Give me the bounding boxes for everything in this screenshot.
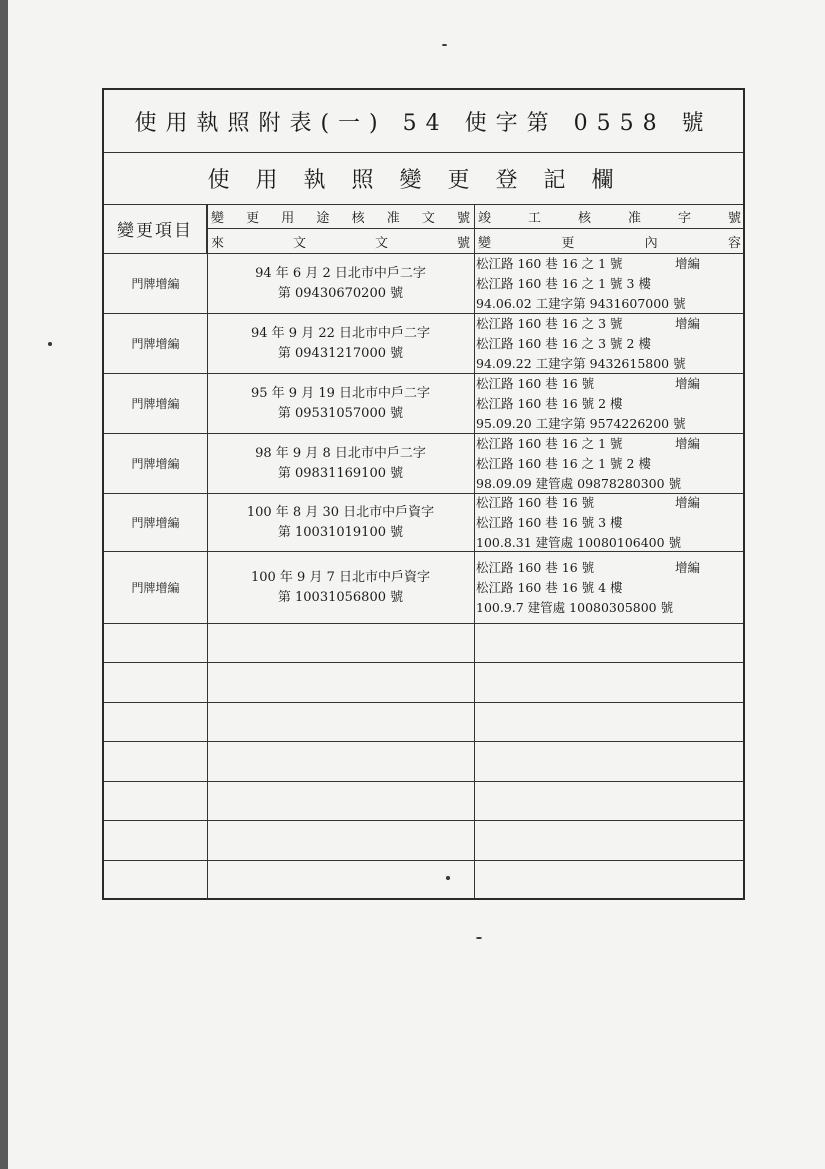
change-tag: 增編: [674, 315, 700, 331]
scan-speck: [446, 876, 450, 880]
change-address-floor: 松江路 160 巷 16 號 4 樓: [476, 579, 623, 595]
scan-speck: [476, 937, 482, 939]
change-approval-no: 100.9.7 建管處 10080305800 號: [476, 599, 674, 615]
table-row: [104, 494, 743, 552]
change-approval-no: 94.09.22 工建字第 9432615800 號: [476, 355, 686, 371]
doc-number-cell: [207, 494, 474, 551]
change-tag: 增編: [674, 255, 700, 271]
table-row: [104, 254, 743, 314]
change-content-cell: [476, 254, 746, 313]
doc-line: 98 年 9 月 8 日北市中戶二字: [255, 445, 426, 461]
change-item-cell: 門牌增編: [131, 277, 180, 291]
change-approval-no: 94.06.02 工建字第 9431607000 號: [476, 295, 686, 311]
change-tag: 增編: [674, 494, 700, 510]
doc-line: 100 年 8 月 30 日北市中戶資字: [246, 504, 435, 520]
empty-table-row: [104, 782, 743, 821]
header-change-item: 變更項目: [104, 204, 207, 254]
change-address-floor: 松江路 160 巷 16 號 2 樓: [476, 395, 623, 411]
change-address: 松江路 160 巷 16 號: [476, 559, 595, 575]
header-incoming-doc-no: 來文文號: [207, 229, 474, 254]
change-tag: 增編: [674, 435, 700, 451]
change-address-floor: 松江路 160 巷 16 之 1 號 3 樓: [476, 275, 651, 291]
change-item-cell: 門牌增編: [131, 516, 180, 530]
doc-line: 第 09431217000 號: [277, 345, 404, 361]
empty-table-row: [104, 624, 743, 663]
doc-number-cell: [207, 314, 474, 373]
usage-permit-form: [102, 88, 745, 900]
change-address-floor: 松江路 160 巷 16 之 3 號 2 樓: [476, 335, 651, 351]
empty-table-row: [104, 821, 743, 861]
doc-line: 95 年 9 月 19 日北市中戶二字: [250, 385, 431, 401]
change-address-floor: 松江路 160 巷 16 之 1 號 2 樓: [476, 455, 651, 471]
header-approval-doc-no: 變更用途核准文號: [207, 204, 474, 229]
change-approval-no: 98.09.09 建管處 09878280300 號: [476, 475, 682, 491]
change-address: 松江路 160 巷 16 之 3 號: [476, 315, 623, 331]
change-tag: 增編: [674, 375, 700, 391]
empty-table-row: [104, 663, 743, 703]
change-item-cell: 門牌增編: [131, 581, 180, 595]
change-address: 松江路 160 巷 16 號: [476, 375, 595, 391]
header-change-content: 變更內容: [474, 229, 745, 254]
doc-line: 94 年 6 月 2 日北市中戶二字: [255, 265, 426, 281]
doc-line: 第 09531057000 號: [277, 405, 404, 421]
change-content-cell: [476, 434, 746, 493]
empty-table-row: [104, 703, 743, 742]
doc-number-cell: [207, 374, 474, 433]
change-address-floor: 松江路 160 巷 16 號 3 樓: [476, 514, 623, 530]
change-item-cell: 門牌增編: [131, 337, 180, 351]
change-address: 松江路 160 巷 16 之 1 號: [476, 255, 623, 271]
scan-speck: [442, 44, 447, 46]
doc-line: 100 年 9 月 7 日北市中戶資字: [250, 569, 431, 585]
change-content-cell: [476, 374, 746, 433]
change-content-cell: [476, 552, 746, 623]
change-content-cell: [476, 314, 746, 373]
change-item-cell: 門牌增編: [131, 457, 180, 471]
scan-speck: [48, 342, 52, 346]
change-content-cell: [476, 494, 746, 551]
doc-line: 第 09430670200 號: [277, 285, 404, 301]
header-completion-approval-no: 竣工核准字號: [474, 204, 745, 229]
form-title: 使用執照附表(一) 54 使字第 0558 號: [104, 90, 743, 153]
doc-line: 第 09831169100 號: [277, 465, 404, 481]
doc-number-cell: [207, 552, 474, 623]
change-item-cell: 門牌增編: [131, 397, 180, 411]
table-row: [104, 314, 743, 374]
form-subtitle: 使用執照變更登記欄: [104, 152, 743, 205]
empty-table-row: [104, 742, 743, 782]
doc-number-cell: [207, 254, 474, 313]
doc-number-cell: [207, 434, 474, 493]
change-approval-no: 100.8.31 建管處 10080106400 號: [476, 534, 682, 550]
change-address: 松江路 160 巷 16 號: [476, 494, 595, 510]
table-row: [104, 374, 743, 434]
doc-line: 第 10031056800 號: [277, 589, 404, 605]
doc-line: 第 10031019100 號: [277, 524, 404, 540]
change-approval-no: 95.09.20 工建字第 9574226200 號: [476, 415, 686, 431]
change-address: 松江路 160 巷 16 之 1 號: [476, 435, 623, 451]
change-tag: 增編: [674, 559, 700, 575]
table-row: [104, 552, 743, 624]
doc-line: 94 年 9 月 22 日北市中戶二字: [250, 325, 431, 341]
table-row: [104, 434, 743, 494]
